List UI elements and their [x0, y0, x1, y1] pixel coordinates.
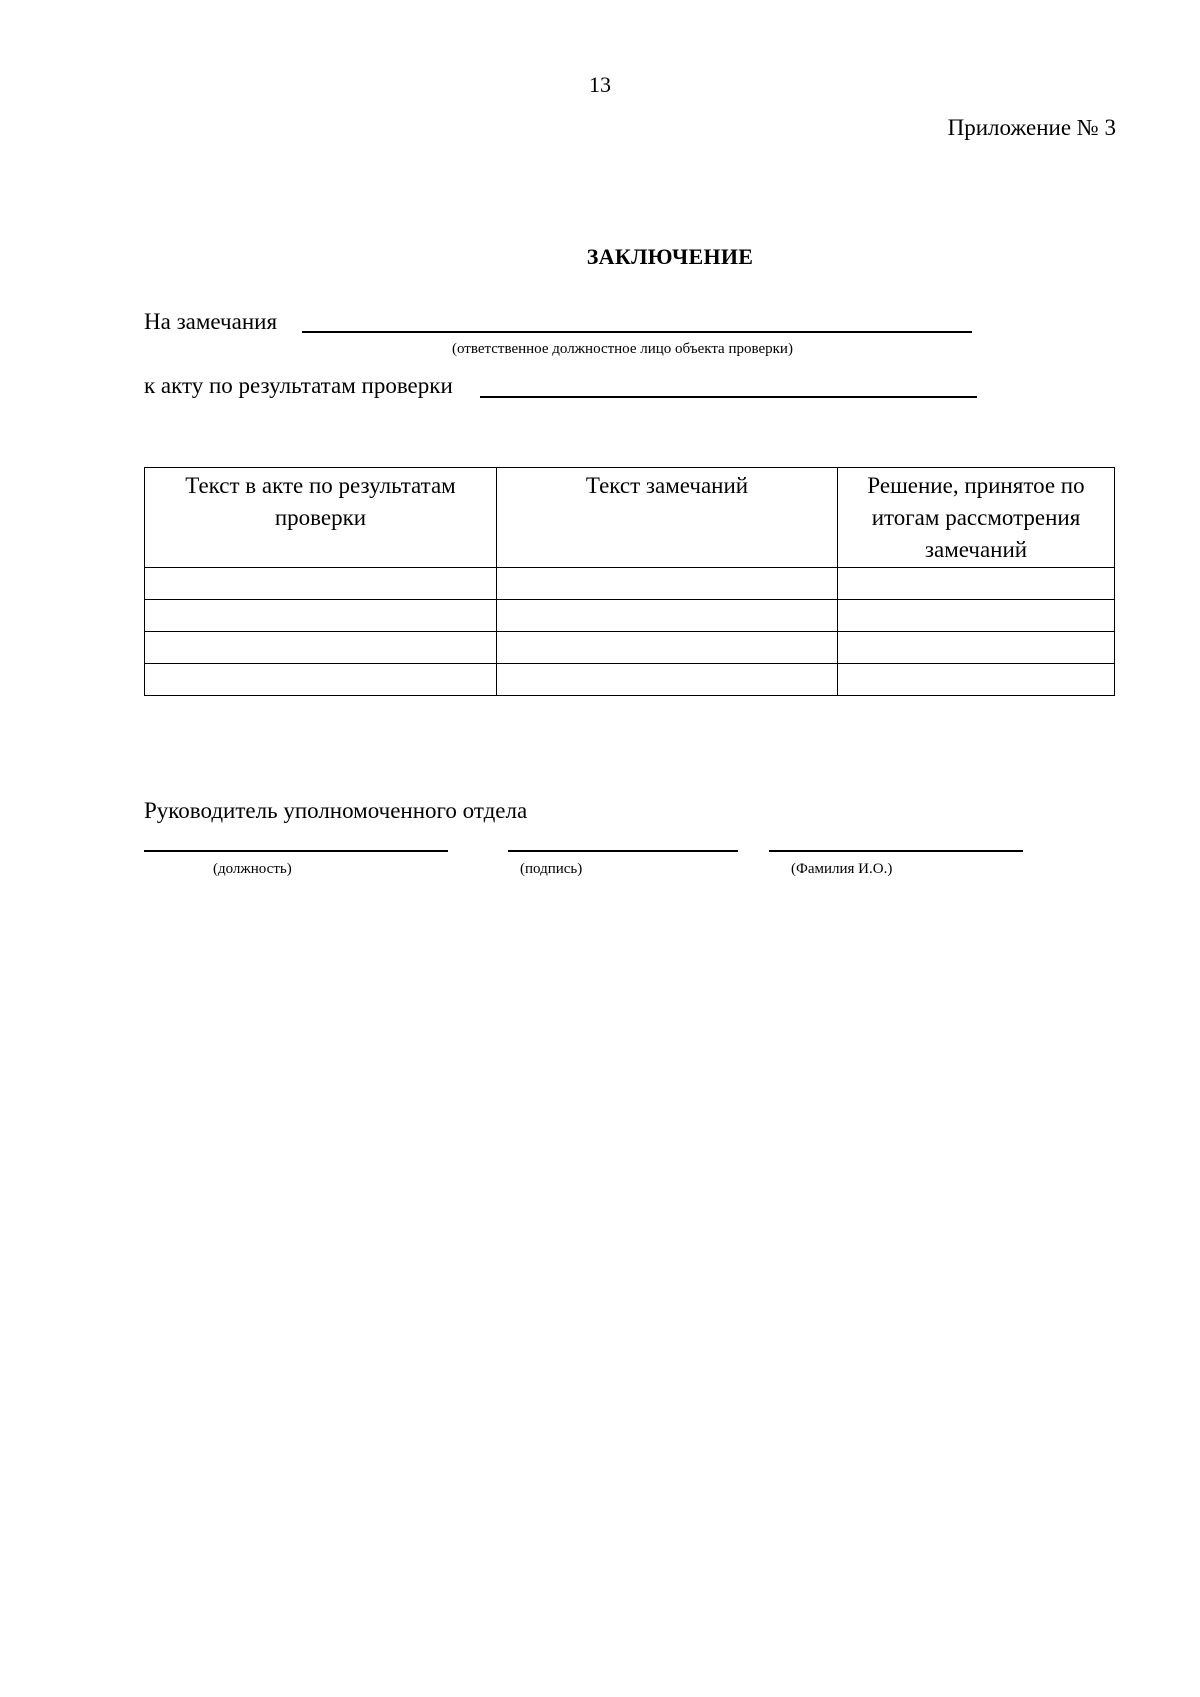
table-cell[interactable] [497, 632, 838, 664]
table-cell[interactable] [497, 664, 838, 696]
signature-caption: (подпись) [520, 861, 583, 877]
table-cell[interactable] [497, 568, 838, 600]
table-cell[interactable] [838, 664, 1115, 696]
table-cell[interactable] [838, 568, 1115, 600]
table-cell[interactable] [497, 600, 838, 632]
column-header-remarks-text: Текст замечаний [497, 468, 838, 568]
name-blank[interactable] [769, 850, 1023, 852]
table-cell[interactable] [145, 568, 497, 600]
table-cell[interactable] [838, 600, 1115, 632]
column-header-act-text: Текст в акте по результатам проверки [145, 468, 497, 568]
remarks-label: На замечания [144, 309, 278, 334]
table-row [145, 632, 1115, 664]
remarks-official-blank[interactable] [302, 331, 972, 333]
document-title: ЗАКЛЮЧЕНИЕ [586, 244, 754, 269]
act-label: к акту по результатам проверки [144, 373, 453, 398]
table-row [145, 664, 1115, 696]
table-row [145, 568, 1115, 600]
position-blank[interactable] [144, 850, 448, 852]
page-number: 13 [589, 72, 611, 97]
name-caption: (Фамилия И.О.) [791, 861, 893, 877]
signature-blank[interactable] [508, 850, 738, 852]
remarks-table [144, 467, 1115, 696]
table-header-row [145, 468, 1115, 568]
signature-heading: Руководитель уполномоченного отдела [144, 798, 528, 823]
table-cell[interactable] [838, 632, 1115, 664]
table-cell[interactable] [145, 600, 497, 632]
table-row [145, 600, 1115, 632]
act-reference-blank[interactable] [480, 396, 977, 398]
column-header-decision: Решение, принятое по итогам рассмотрения замечаний [838, 468, 1115, 568]
position-caption: (должность) [213, 861, 292, 877]
table-cell[interactable] [145, 664, 497, 696]
appendix-label: Приложение № 3 [947, 115, 1116, 140]
remarks-official-caption: (ответственное должностное лицо объекта проверки) [452, 341, 793, 357]
table-cell[interactable] [145, 632, 497, 664]
